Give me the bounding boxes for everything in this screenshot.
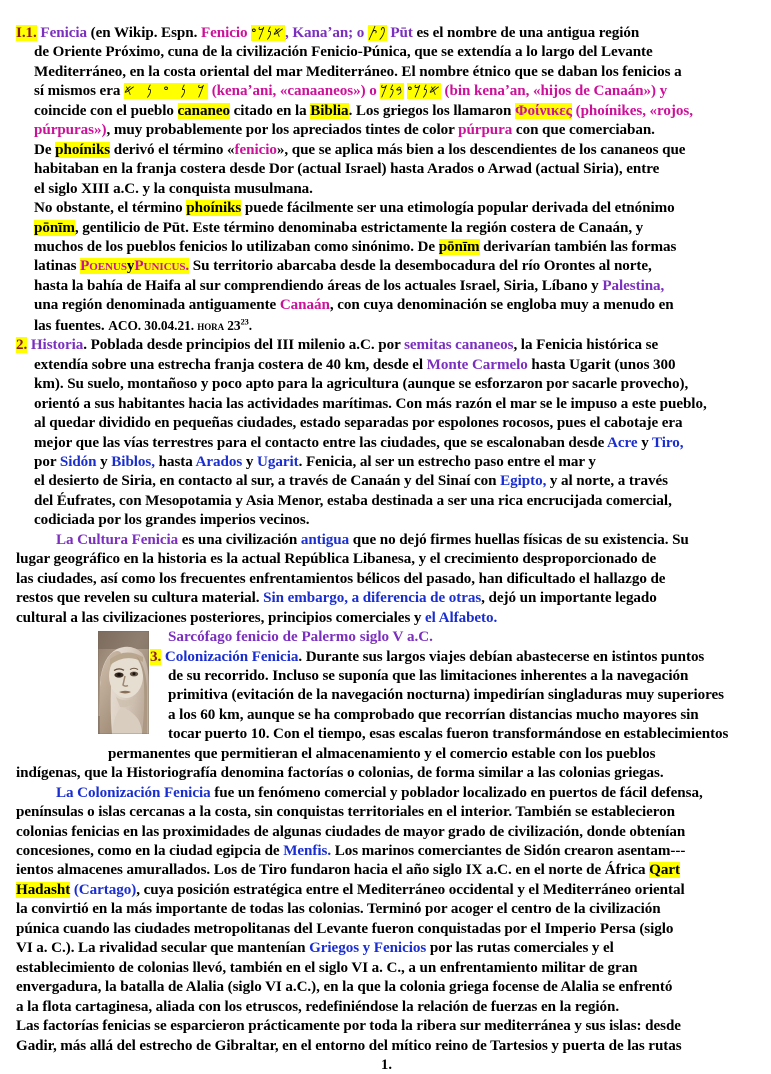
historia-line-8 [34,472,757,491]
colonizacion5-line4-a: concesiones, como en la ciudad egipcia de [16,843,280,860]
figure-side-text [150,628,757,745]
cultura-line-5 [16,609,757,628]
phoiniks-term-1: phoíniks [55,141,111,158]
figure-block [16,628,757,764]
historia-y2: y [100,453,108,470]
biblos-term: Biblos, [111,453,155,470]
fenicia-line10-b: puede fácilmente ser una etimología popular derivada del etnónimo [244,200,675,217]
kanaan-label: , Kanaʼan; o [284,25,365,41]
colonizacion5-line-2: penínsulas o islas cercanas a la costa, sin conquistas territoriales en el interior. También se establecieron [16,804,675,821]
menfis-term: Menfis. [283,843,332,860]
hadasht-term: Hadasht [16,881,71,898]
cananeo-term: cananeo [177,102,231,119]
fenicia-line5-b: citado en la [233,102,307,119]
section-number-3: 3. [150,648,162,665]
phoenician-glyphs-1: 𐤀𐤍𐤊𐤏 [251,25,285,41]
historia-line-10: codiciada por los grandes imperios vecinos. [34,512,310,529]
cultura-line-4 [16,589,757,608]
punicus-term: Punicus. [134,258,190,275]
fenicia-line-6 [34,121,757,140]
colonizacion-line-3: primitiva (evitación de la navegación nocturna) impedirían singladuras muy superiores [168,687,724,704]
fenicia-line10-a: No obstante, el término [34,200,183,217]
historia-line7-c: . Fenicia, al ser un estrecho paso entre el mar y [298,453,596,470]
semitas-cananeos-term: semitas cananeos [404,337,514,354]
historia-line-9: del Éufrates, con Mesopotamia y Asia Menor, estaba destinada a ser una rica encrucijada comercial, [34,492,672,509]
colonizacion5-line-4 [16,842,757,861]
monte-carmelo-term: Monte Carmelo [426,356,528,373]
colonizacion5-line-12: a la flota cartaginesa, aliada con los etruscos, redefiniéndose la relación de fuerzas en la región. [16,998,620,1015]
section-number-1: I.1. [16,25,37,41]
colonizacion5-line9-a: VI a. C.). La rivalidad secular que mantenían [16,940,306,957]
egipto-term: Egipto, [500,473,547,490]
biblia-term: Biblia [310,102,349,119]
phoenician-glyphs-3: 𐤊 𐤍 𐤏 𐤍 𐤀 [123,83,209,100]
fenicia-line15-a: una región denominada antiguamente [34,297,277,314]
canaan-term: Canaán [279,297,330,314]
colonizacion-line-2: de su recorrido. Incluso se suponía que las limitaciones inherentes a la navegación [168,667,689,684]
colonizacion-line-6: permanentes que permitieran el almacenamiento y el comercio estable con los pueblos [108,745,656,762]
colonizacion5-line-11: envergadura, la batalla de Alalia (siglo VI a.C.), en la que la colonia griega focense de Alalia se enfrentó [16,979,673,996]
greek-phoinikes: Φοίνικες [515,102,572,119]
fenicia-line-7 [34,141,757,160]
aco-superscript: 23 [240,317,249,327]
colonizacion-fenicia-paragraph [34,784,757,803]
historia-line6-a: mejor que las vías terrestres para el contacto entre las ciudades, que se escalonaban desde [34,434,605,451]
historia-line8-a: el desierto de Siria, en contacto al sur, a través de Canaán y del Sinaí con [34,473,497,490]
colonizacion5-line-14: Gadir, más allá del estrecho de Gibraltar, en el entorno del mítico reino de Tartesios y puerta de las rutas [16,1037,682,1054]
cultura-line-2: lugar geográfico en la historia es la actual República Libanesa, y el crecimiento desproporcionado de [16,551,657,568]
colonizacion-line-4: a los 60 km, aunque se ha comprobado que recorrían distancias mucho mayores sin [168,706,699,723]
historia-line7-a: por [34,453,57,470]
fenicia-line-12 [34,238,757,257]
colonizacion5-line6-a: , cuya posición estratégica entre el Mediterráneo occidental y el Mediterráneo oriental [136,881,685,898]
fenicia-line7-c: », que se aplica más bien a los descendientes de los cananeos que [276,141,686,158]
colonizacion5-line-5 [16,861,757,880]
section-title-colonizacion: Colonización Fenicia [164,648,299,665]
fenicia-line-11 [34,219,757,238]
section-number-2: 2. [16,337,28,354]
colonizacion-line1-a: . Durante sus largos viajes debían abastecerse en istintos puntos [298,648,705,665]
section-title-fenicia: Fenicia [40,25,88,41]
fenicia-line11-a: , gentilicio de Pūt. Este término denominaba estrictamente la región costera de Canaán, y [74,219,644,236]
sarcophagus-image [98,631,149,734]
fenicia-line6-c: con que comerciaban. [515,122,655,139]
colonizacion5-line9-b: por las rutas comerciales y el [429,940,614,957]
phoiniks-term-2: phoíniks [186,200,242,217]
poenus-term: Poenus [80,258,127,275]
tiro-term: Tiro, [652,434,684,451]
sin-embargo-phrase: Sin embargo, a diferencia de otras [263,590,482,607]
cultura-line5-a: cultural a las civilizaciones posteriores, principios comerciales y [16,609,422,626]
fenicia-line6-b: , muy probablemente por los apreciados tintes de color [106,122,455,139]
fenicio-label: Fenicio [200,25,248,41]
cultura-line1-a: es una civilización [181,531,298,548]
fenicia-line5-a: coincide con el pueblo [34,102,174,119]
colonizacion-line-5: tocar puerto 10. Con el tiempo, esas escalas fueron transformándose en establecimientos [168,726,729,743]
aco-period: . [248,317,253,333]
cartago-term: (Cartago) [73,881,137,898]
phoenician-glyphs-5: 𐤁𐤍𐤊 [380,83,404,100]
fenicia-line13-b: Su territorio abarcaba desde la desembocadura del río Orontes al norte, [192,258,652,275]
historia-line-3: km). Su suelo, montañoso y poco apto para la agricultura (aunque se esforzaron por sacarle provecho), [34,376,689,393]
fenicia-line7-a: De [34,141,52,158]
historia-line2-b: hasta Ugarit (unos 300 [531,356,676,373]
sarcophagus-illustration [98,631,149,734]
cultura-line-3: las ciudades, así como los frecuentes enfrentamientos bélicos del pasado, han dificultado el hallazgo de [16,570,666,587]
kenaani-gloss: (kenaʼani, «canaaneos») o [211,83,377,100]
aco-timestamp [108,318,252,333]
figure-caption: Sarcófago fenicio de Palermo siglo V a.C. [168,629,433,646]
fenicia-line14-a: hasta la bahía de Haifa al sur comprendiendo áreas de los actuales Israel, Siria, Líbano y [34,277,599,294]
aco-text: ACO. 30.04.21. hora 23 [108,317,241,333]
colonizacion5-line-3: colonias fenicias en las proximidades de algunas ciudades de mayor grado de civilización, donde obtenían [16,823,686,840]
historia-line-4: orientó a sus habitantes hacia las actividades marítimas. Con más razón el mar se le impuso a este pueblo, [34,395,707,412]
fenicia-line15-b: , con cuya denominación se engloba muy a menudo en [329,297,674,314]
antigua-term: antigua [300,531,350,548]
fenicia-intro-a: (en Wikip. Espn. [90,25,198,41]
phoinikes-gloss: (phoínikes, «rojos, [575,102,693,119]
historia-line2-a: extendía sobre una estrecha franja costera de 40 km, desde el [34,356,424,373]
colonizacion5-line-6 [16,881,757,900]
qart-term: Qart [649,862,680,879]
section-title-historia: Historia [30,337,84,354]
historia-line1-a: . Poblada desde principios del III milenio a.C. por [83,337,401,354]
historia-line-7 [34,453,757,472]
fenicia-line7-b: derivó el término « [113,141,235,158]
phoenician-glyphs-2: 𐤐𐤕 [367,25,387,41]
poenus-y: y [126,258,135,275]
colonizacion5-line-13: Las factorías fenicias se esparcieron prácticamente por toda la ribera sur mediterránea y sus islas: desde [16,1018,681,1035]
colonizacion5-line-9 [16,939,757,958]
acre-term: Acre [607,434,638,451]
fenicia-intro-b: es el nombre de una antigua región [416,25,640,41]
binkenaan-gloss: (bin kenaʼan, «hijos de Canaán») y [444,83,668,100]
fenicia-line4-a: sí mismos era [34,83,121,100]
ugarit-term: Ugarit [256,453,299,470]
fenicia-line-8: habitaban en la franja costera desde Dor (actual Israel) hasta Arados o Arwad (actual Siria), entre [34,161,660,178]
phoenician-glyphs-4: 𐤀𐤍𐤊𐤏 [407,83,441,100]
historia-line-6 [34,434,757,453]
historia-line-5: al quedar dividido en pequeñas ciudades, estado separadas por espolones rocosos, pues el cabotaje era [34,415,683,432]
fenicio-quoted: fenicio [234,141,277,158]
arados-term: Arados [195,453,243,470]
colonizacion-line-7: indígenas, que la Historiografía denomina factorías o colonias, de forma similar a las colonias griegas. [16,765,664,782]
fenicia-line12-b: derivarían también las formas [483,238,677,255]
page-number: 1. [381,1057,392,1074]
colonizacion5-line1-a: fue un fenómeno comercial y poblador localizado en puertos de fácil defensa, [214,784,703,801]
fenicia-line16-a: las fuentes. [34,317,105,334]
purpura-word: púrpura [458,122,513,139]
section-colonizacion [150,648,757,667]
fenicia-line-5 [34,102,757,121]
cultura-line1-b: que no dejó firmes huellas físicas de su existencia. Su [352,531,689,548]
section-historia [16,336,757,355]
sidon-term: Sidón [59,453,97,470]
cultura-fenicia-term: La Cultura Fenicia [56,531,179,548]
historia-line8-b: y al norte, a través [549,473,668,490]
colonizacion5-line-8: púnica cuando las ciudades metropolitanas del Levante fueron conquistadas por el Imperio Persa (siglo [16,920,674,937]
ponim-term-2: pōnīm [438,238,480,255]
fenicia-line-13 [34,257,757,276]
historia-y3: y [245,453,254,470]
put-label: Pūt [390,25,413,41]
historia-y1: y [641,434,649,451]
cultura-line4-a: restos que revelen su cultura material. [16,590,260,607]
colonizacion5-line-10: establecimiento de colonias llevó, también en el siglo VI a. C., a un enfrentamiento militar de gran [16,959,638,976]
fenicia-line13-a: latinas [34,258,77,275]
alfabeto-term: el Alfabeto. [425,609,498,626]
colonizacion5-line5-a: ientos almacenes amurallados. Los de Tiro fundaron hacia el año siglo IX a.C. en el norte de África [16,862,646,879]
griegos-fenicios-term: Griegos y Fenicios [309,940,427,957]
fenicia-line-16 [34,316,757,336]
cultura-line4-b: , dejó un importante legado [481,590,657,607]
fenicia-line-4 [34,82,757,101]
ponim-term-1: pōnīm [34,219,75,236]
colonizacion-fenicia-term: La Colonización Fenicia [56,784,211,801]
colonizacion5-line4-b: Los marinos comerciantes de Sidón crearon asentam--- [334,843,686,860]
palestina-term: Palestina, [602,277,665,294]
fenicia-line5-c: . Los griegos los llamaron [348,102,512,119]
colonizacion5-line-7: la convirtió en la más importante de todas las colonias. Terminó por acoger el centro de la civilización [16,901,661,918]
historia-line7-b: hasta [158,453,193,470]
fenicia-line-14 [34,277,757,296]
purpuras-word: púrpuras») [34,122,107,139]
fenicia-line-9: el siglo XIII a.C. y la conquista musulmana. [34,180,313,197]
cultura-fenicia-paragraph [34,531,757,550]
fenicia-line-2: de Oriente Próximo, cuna de la civilización Fenicio-Púnica, que se extendía a lo largo del Levante [34,44,653,61]
section-fenicia [16,24,757,43]
fenicia-line12-a: muchos de los pueblos fenicios lo utilizaban como sinónimo. De [34,238,436,255]
fenicia-line-10 [34,199,757,218]
historia-line1-b: , la Fenicia histórica se [513,337,659,354]
fenicia-line-3: Mediterráneo, en la costa oriental del mar Mediterráneo. El nombre étnico que se daban los fenicios a [34,63,682,80]
historia-line-2 [34,356,757,375]
fenicia-line-15 [34,296,757,315]
